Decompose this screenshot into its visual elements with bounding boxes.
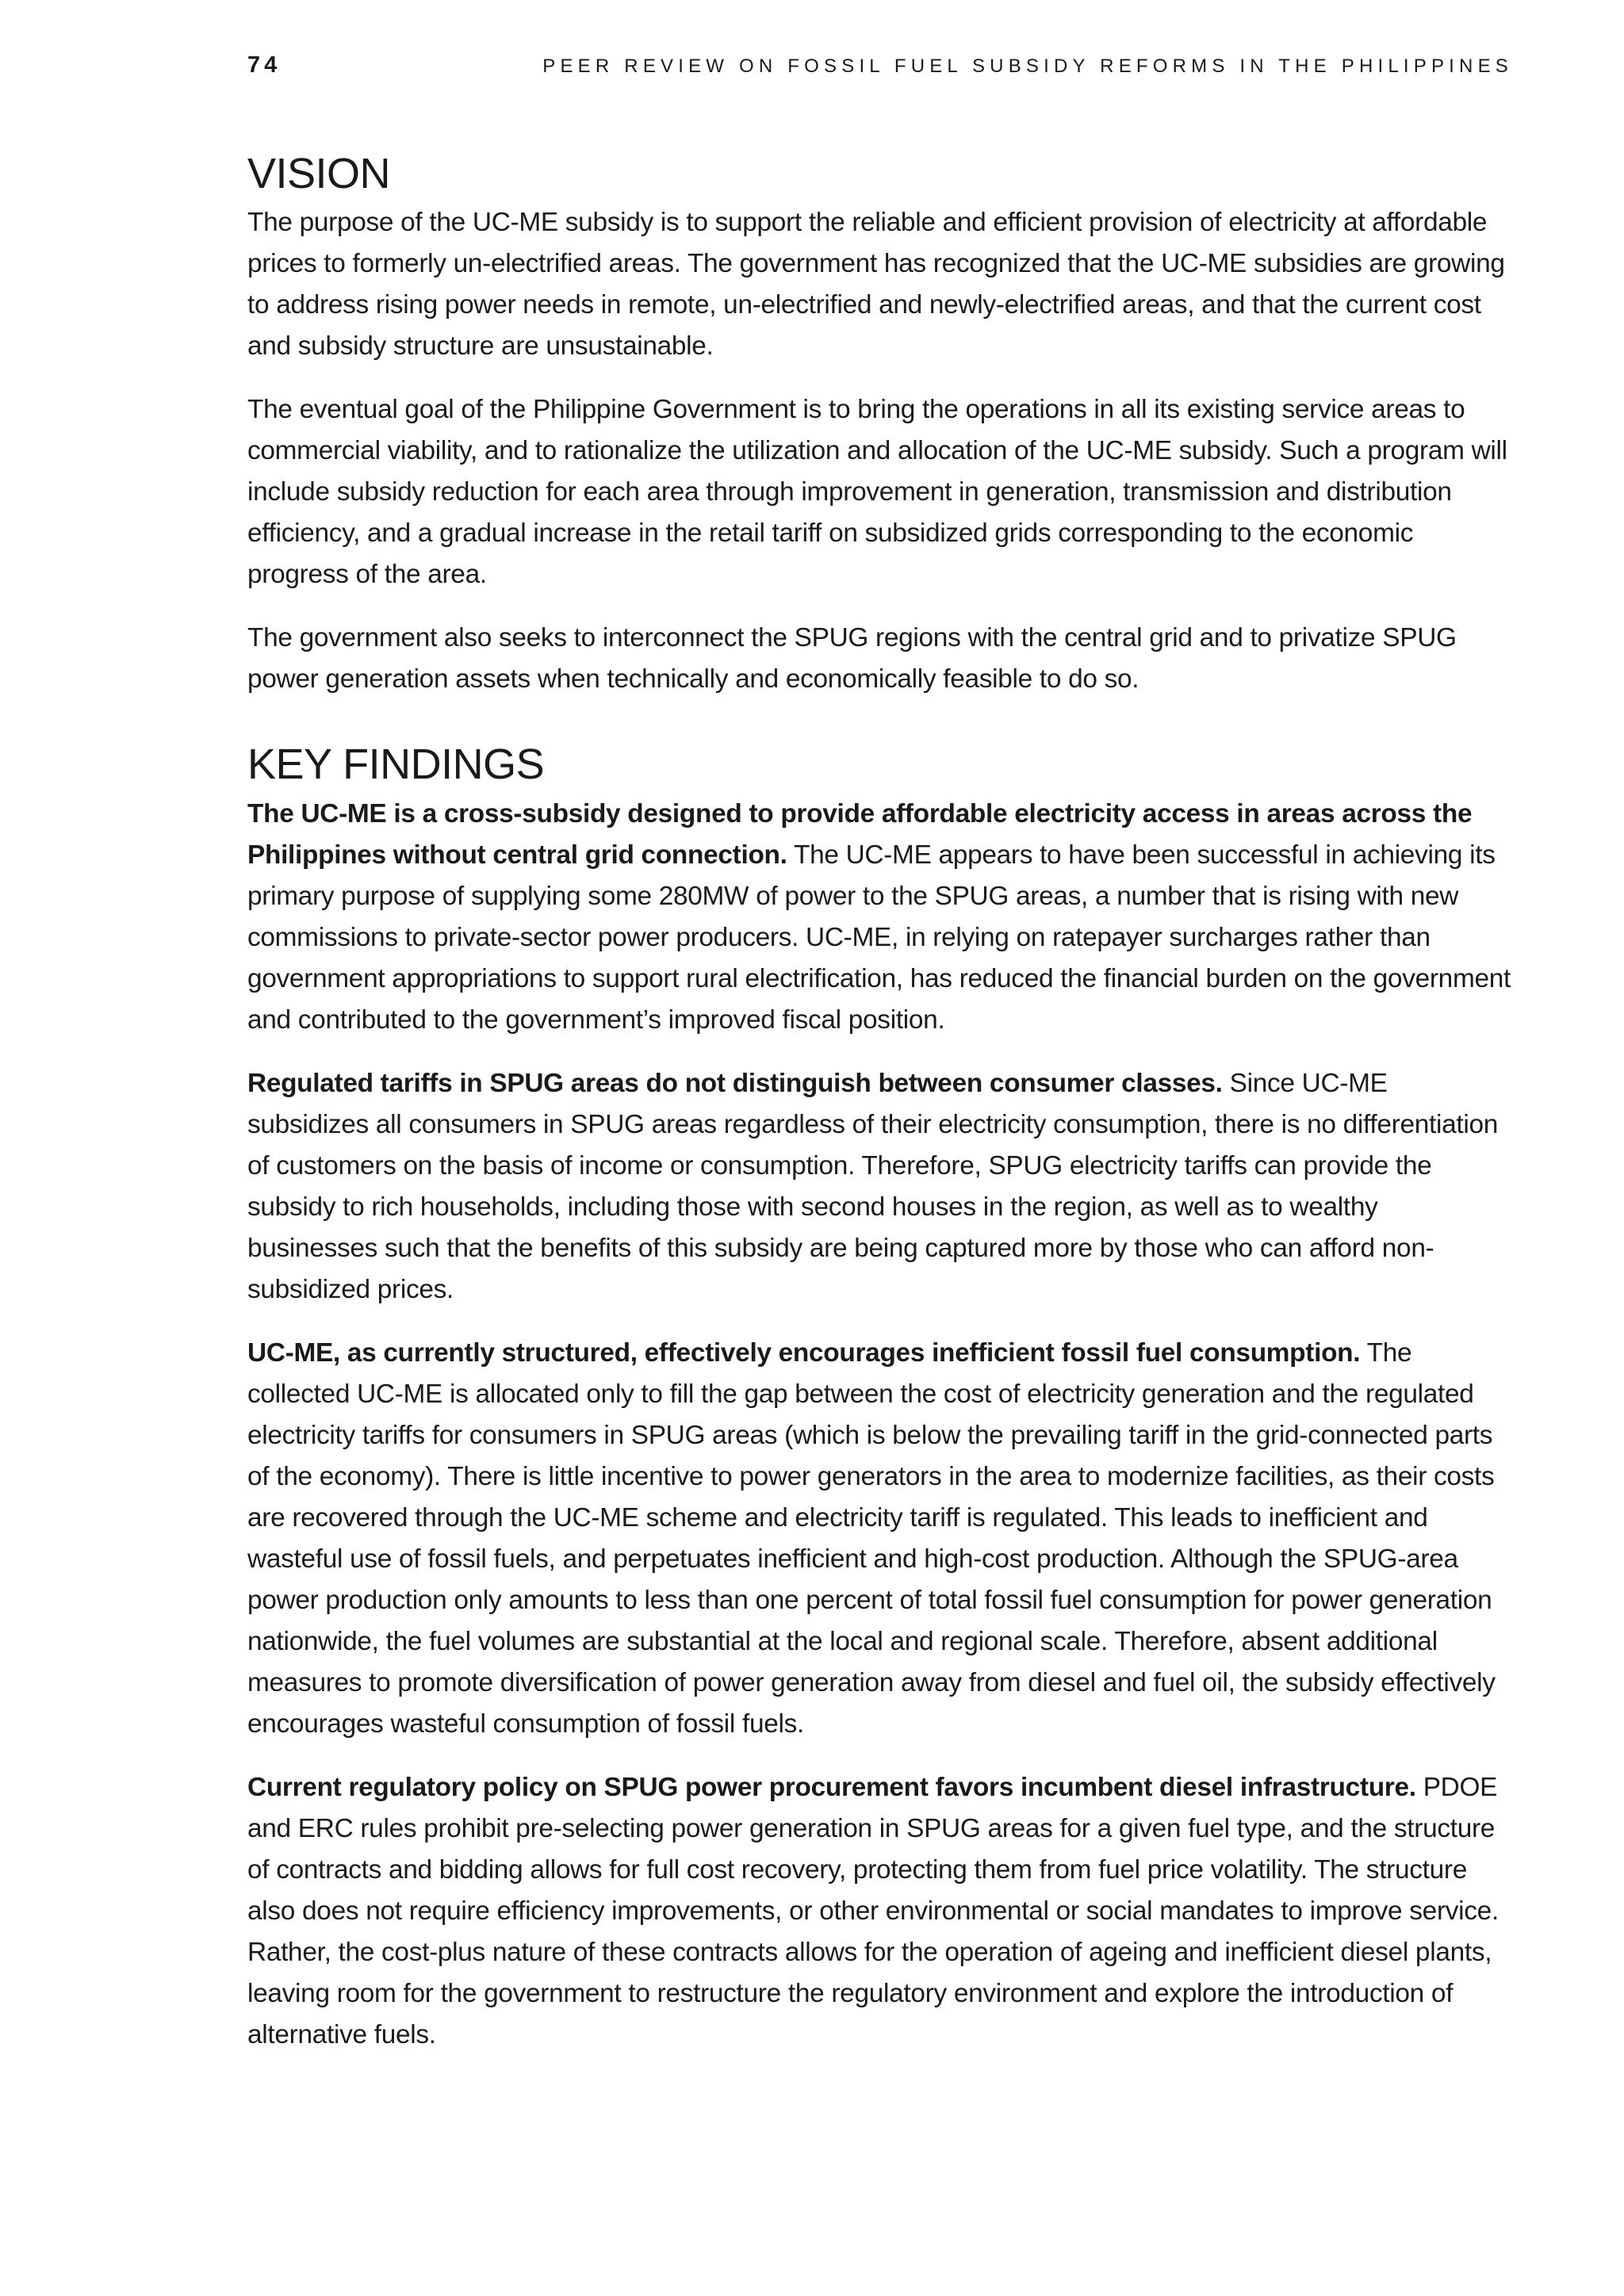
paragraph: The eventual goal of the Philippine Government is to bring the operations in all its existing service areas to commercial viability, and to rationalize the utilization and allocation of the UC-ME subsidy. Such a program will include subsidy reduction for each area through improvement in generation, transmission and distribution efficiency, and a gradual increase in the retail tariff on subsidized grids corresponding to the economic progress of the area. xyxy=(247,395,1507,590)
finding-paragraph xyxy=(247,1063,1513,1311)
section-heading-vision: VISION xyxy=(247,150,391,197)
running-title: PEER REVIEW ON FOSSIL FUEL SUBSIDY REFORMS IN THE PHILIPPINES xyxy=(542,55,1513,77)
finding-paragraph xyxy=(247,1333,1513,1745)
finding-lead: Regulated tariffs in SPUG areas do not distinguish between consumer classes. xyxy=(247,1068,1223,1098)
finding-lead: UC-ME, as currently structured, effectively encourages inefficient fossil fuel consumption. xyxy=(247,1337,1361,1368)
finding-body: Since UC-ME subsidizes all consumers in SPUG areas regardless of their electricity consumption, there is no differentiation of customers on the basis of income or consumption. Therefore, SPUG electricity tariffs can provide the subsidy to rich households, including those with second houses in the region, as well as to wealthy businesses such that the benefits of this subsidy are being captured more by those who can afford non-subsidized prices. xyxy=(247,1068,1499,1304)
finding-lead: The UC-ME is a cross-subsidy designed to provide affordable electricity access in areas across the Philippines without central grid connection. xyxy=(247,798,1473,870)
finding-body: PDOE and ERC rules prohibit pre-selecting power generation in SPUG areas for a given fuel type, and the structure of contracts and bidding allows for full cost recovery, protecting them from fuel price volatility. The structure also does not require efficiency improvements, or other environmental or social mandates to improve service. Rather, the cost-plus nature of these contracts allows for the operation of ageing and inefficient diesel plants, leaving room for the government to restructure the regulatory environment and explore the introduction of alternative fuels. xyxy=(247,1772,1499,2049)
finding-body: The collected UC-ME is allocated only to fill the gap between the cost of electricity generation and the regulated electricity tariffs for consumers in SPUG areas (which is below the prevailing tariff in the grid-connected parts of the economy). There is little incentive to power generators in the area to modernize facilities, as their costs are recovered through the UC-ME scheme and electricity tariff is regulated. This leads to inefficient and wasteful use of fossil fuels, and perpetuates inefficient and high-cost production. Although the SPUG-area power production only amounts to less than one percent of total fossil fuel consumption for power generation nationwide, the fuel volumes are substantial at the local and regional scale. Therefore, absent additional measures to promote diversification of power generation away from diesel and fuel oil, the subsidy effectively encourages wasteful consumption of fossil fuels. xyxy=(247,1337,1496,1739)
finding-body: The UC-ME appears to have been successful in achieving its primary purpose of supplying some 280MW of power to the SPUG areas, a number that is rising with new commissions to private-sector power producers. UC-ME, in relying on ratepayer surcharges rather than government appropriations to support rural electrification, has reduced the financial burden on the government and contributed to the government’s improved fiscal position. xyxy=(247,840,1511,1035)
running-header xyxy=(247,52,1513,84)
page-number: 74 xyxy=(247,52,282,78)
paragraph: The purpose of the UC-ME subsidy is to support the reliable and efficient provision of electricity at affordable prices to formerly un-electrified areas. The government has recognized that the UC-ME subsidies are growing to address rising power needs in remote, un-electrified and newly-electrified areas, and that the current cost and subsidy structure are unsustainable. xyxy=(247,208,1505,362)
paragraph: The government also seeks to interconnect the SPUG regions with the central grid and to privatize SPUG power generation assets when technically and economically feasible to do so. xyxy=(247,623,1457,695)
page-content xyxy=(247,151,1513,2078)
finding-lead: Current regulatory policy on SPUG power procurement favors incumbent diesel infrastructure. xyxy=(247,1772,1416,1802)
section-heading-key-findings: KEY FINDINGS xyxy=(247,740,545,789)
finding-paragraph xyxy=(247,1767,1513,2056)
finding-paragraph xyxy=(247,794,1513,1041)
